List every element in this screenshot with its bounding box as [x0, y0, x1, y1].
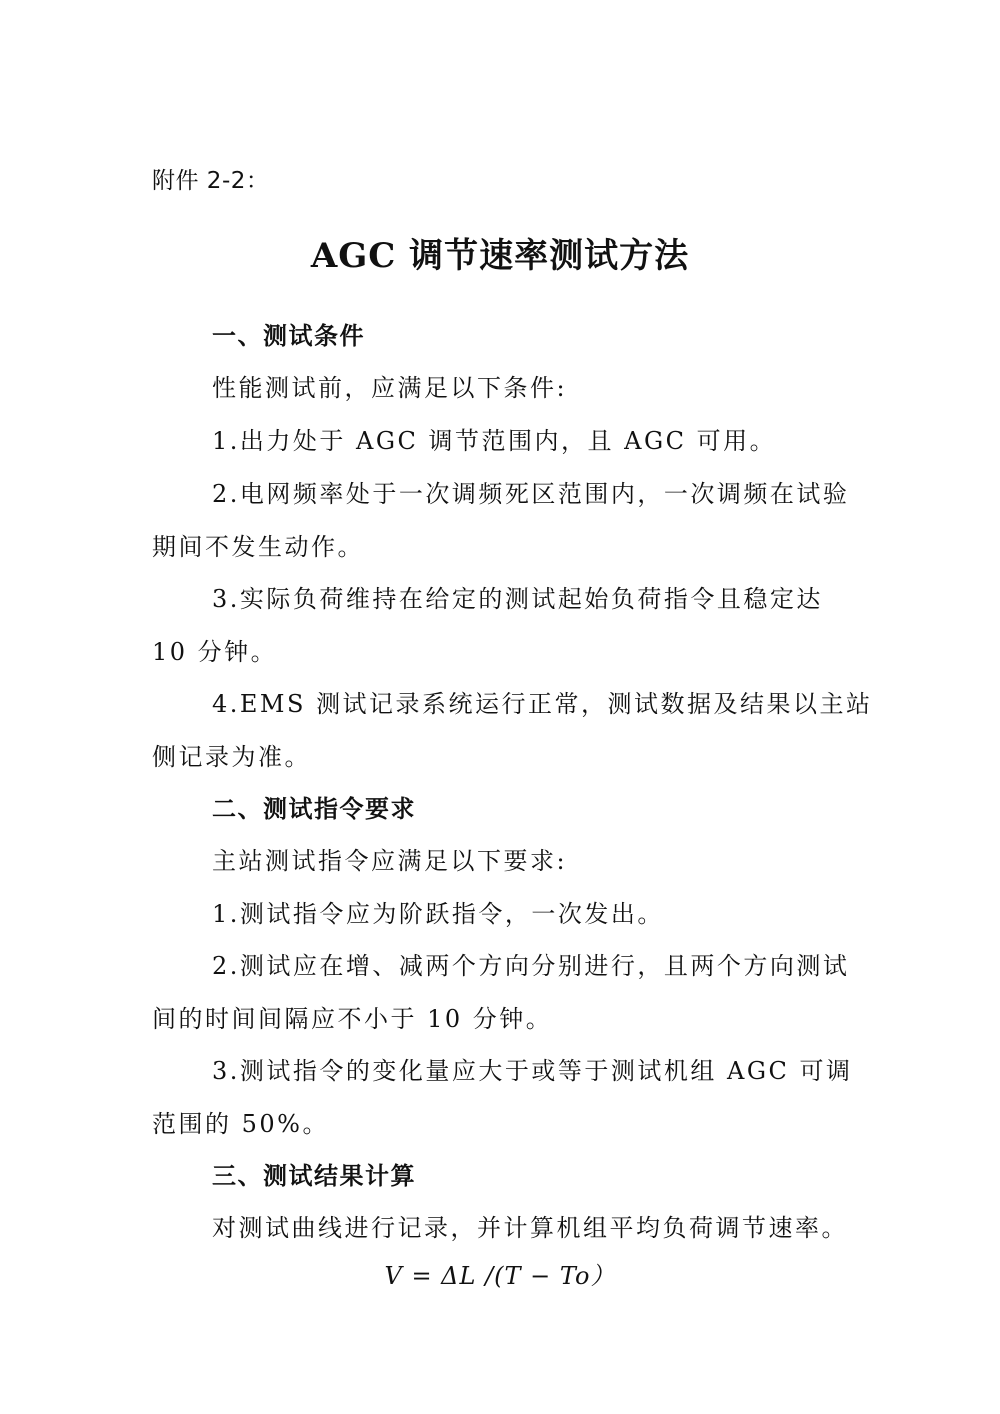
- condition-item-3-cont: 10 分钟。: [152, 638, 278, 666]
- section-heading-conditions: 一、测试条件: [212, 322, 365, 350]
- section-intro-command: 主站测试指令应满足以下要求:: [212, 847, 568, 875]
- condition-item-4-cont: 侧记录为准。: [152, 743, 311, 771]
- section-intro-calculation: 对测试曲线进行记录，并计算机组平均负荷调节速率。: [212, 1214, 848, 1242]
- section-heading-calculation: 三、测试结果计算: [212, 1162, 416, 1190]
- command-item-2-cont: 间的时间间隔应不小于 10 分钟。: [152, 1005, 553, 1033]
- condition-item-2: 2.电网频率处于一次调频死区范围内，一次调频在试验: [212, 480, 850, 508]
- condition-item-4: 4.EMS 测试记录系统运行正常，测试数据及结果以主站: [212, 690, 873, 718]
- command-item-3-cont: 范围的 50%。: [152, 1110, 329, 1138]
- command-item-1: 1.测试指令应为阶跃指令，一次发出。: [212, 900, 664, 928]
- section-heading-command: 二、测试指令要求: [212, 795, 416, 823]
- document-title: AGC 调节速率测试方法: [310, 236, 690, 276]
- command-item-2: 2.测试应在增、减两个方向分别进行，且两个方向测试: [212, 952, 850, 980]
- condition-item-1: 1.出力处于 AGC 调节范围内，且 AGC 可用。: [212, 427, 777, 455]
- command-item-3: 3.测试指令的变化量应大于或等于测试机组 AGC 可调: [212, 1057, 853, 1085]
- section-intro-conditions: 性能测试前，应满足以下条件:: [212, 374, 568, 402]
- attachment-label: 附件 2-2：: [152, 168, 270, 194]
- rate-formula: V = ΔL /(T − To）: [384, 1262, 616, 1290]
- condition-item-2-cont: 期间不发生动作。: [152, 533, 364, 561]
- condition-item-3: 3.实际负荷维持在给定的测试起始负荷指令且稳定达: [212, 585, 823, 613]
